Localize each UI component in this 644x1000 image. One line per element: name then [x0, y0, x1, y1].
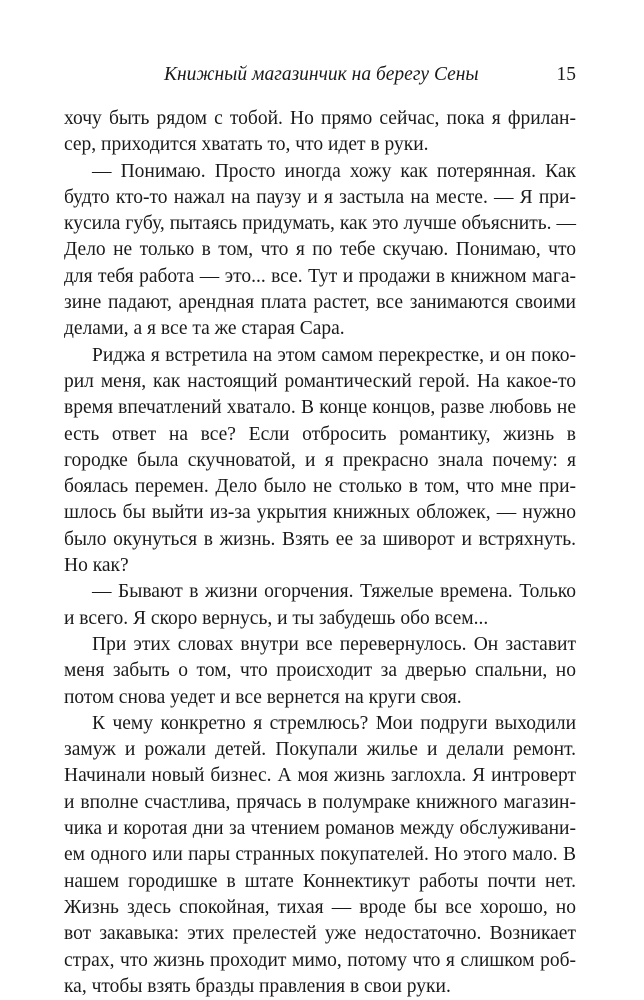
running-head [64, 62, 576, 88]
paragraph: При этих словах внутри все перевернулось. Он заставит меня забыть о том, что происходит за дверью спальни, но потом снова уедет и все вернется на круги своя. [64, 633, 576, 708]
paragraph-continuation: хочу быть рядом с тобой. Но прямо сейчас, пока я фрилансер, приходится хватать то, что идет в руки. [64, 108, 576, 156]
running-title: Книжный магазинчик на берегу Сены [164, 64, 479, 85]
paragraph-dialogue: — Понимаю. Просто иногда хожу как потерянная. Как будто кто-то нажал на паузу и я застыла на месте. — Я прикусила губу, пытаясь придумать, как это лучше объяснить. — Дело не только в том, что я по тебе скучаю. Понимаю, что для тебя работа — это... все. Тут и продажи в книжном магазине падают, арендная плата растет, все занимаются своими делами, а я все та же старая Сара. [64, 160, 576, 340]
paragraph: Риджа я встретила на этом самом перекрестке, и он покорил меня, как настоящий романтический герой. На какое-то время впечатлений хватало. В конце концов, разве любовь не есть ответ на все? Если отбросить романтику, жизнь в городке была скучноватой, и я прекрасно знала почему: я боялась перемен. Дело было не столько в том, что мне пришлось бы выйти из-за укрытия книжных обложек, — нужно было окунуться в жизнь. Взять ее за шиворот и встряхнуть. Но как? [64, 344, 576, 577]
paragraph: К чему конкретно я стремлюсь? Мои подруги выходили замуж и рожали детей. Покупали жилье и делали ремонт. Начинали новый бизнес. А моя жизнь заглохла. Я интроверт и вполне счастлива, прячась в полумраке книжного магазинчика и коротая дни за чтением романов между обслуживанием одного или пары странных покупателей. Но этого мало. В нашем городишке в штате Коннектикут работы почти нет. Жизнь здесь спокойная, тихая — вроде бы все хорошо, но вот закавыка: этих прелестей уже недостаточно. Возникает страх, что жизнь проходит мимо, потому что я слишком робка, чтобы взять бразды правления в свои руки. [64, 712, 576, 997]
page-number: 15 [556, 64, 576, 85]
paragraph-dialogue: — Бывают в жизни огорчения. Тяжелые времена. Только и всего. Я скоро вернусь, и ты забудешь обо всем... [64, 581, 576, 629]
body-text [64, 106, 576, 1000]
